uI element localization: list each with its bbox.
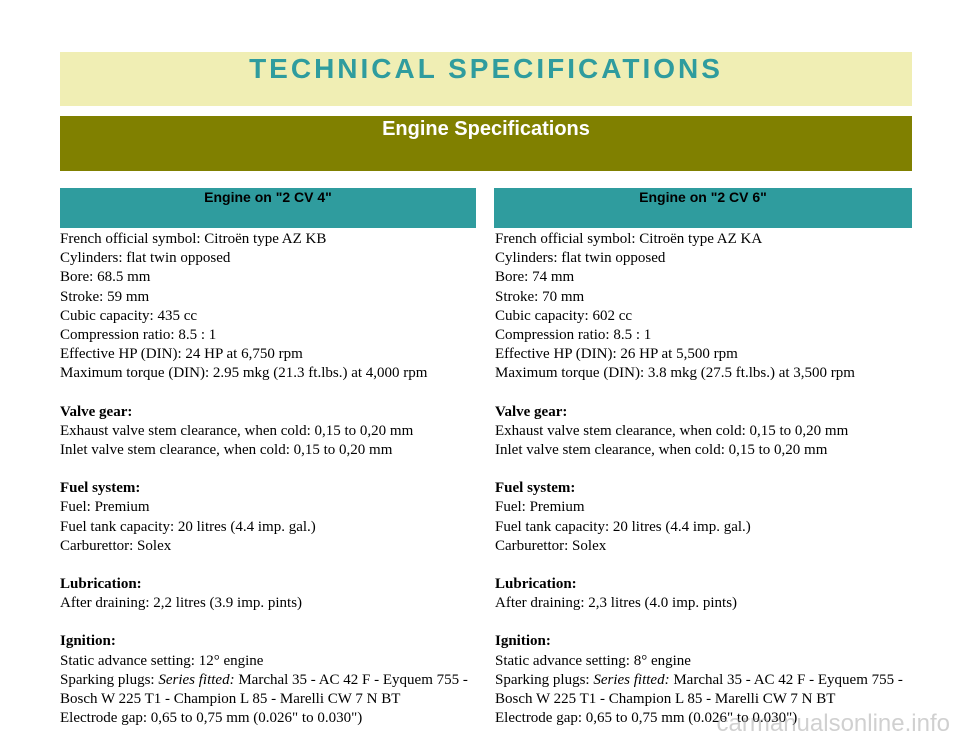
spec-line: Exhaust valve stem clearance, when cold: 0,15 to 0,20 mm [495,422,849,439]
spec-line: French official symbol: Citroën type AZ KB [60,231,327,247]
spec-line: Cubic capacity: 435 cc [60,307,198,324]
section-heading: Fuel system: [60,480,141,497]
lubrication-section [60,575,480,613]
sparking-plugs [60,671,480,709]
spec-line: Exhaust valve stem clearance, when cold: 0,15 to 0,20 mm [60,422,414,439]
ignition-section [60,632,480,728]
spec-line: Fuel: Premium [60,499,150,516]
spec-line: Bore: 74 mm [495,269,575,286]
sparking-plugs [495,671,915,709]
valve-gear-section [495,403,915,461]
page-title: TECHNICAL SPECIFICATIONS [60,52,912,106]
lubrication-section [495,575,915,613]
section-heading: Ignition: [495,633,551,650]
plugs-series-label: Series fitted: [593,671,670,688]
spec-line: Electrode gap: 0,65 to 0,75 mm (0.026" to 0.030") [495,710,798,727]
spec-line: Compression ratio: 8.5 : 1 [60,327,217,344]
spec-line: Carburettor: Solex [60,537,172,554]
spec-line: Static advance setting: 8° engine [495,652,691,669]
spec-line: French official symbol: Citroën type AZ KA [495,231,763,247]
spec-line: Cylinders: flat twin opposed [495,250,666,267]
section-heading: Ignition: [60,633,116,650]
spec-line: Static advance setting: 12° engine [60,652,264,669]
spec-line: Maximum torque (DIN): 2.95 mkg (21.3 ft.lbs.) at 4,000 rpm [60,365,428,382]
column-header-2cv6: Engine on "2 CV 6" [494,188,912,228]
fuel-system-section [495,479,915,556]
watermark: carmanualsonline.info [716,710,950,737]
section-heading: Lubrication: [495,576,577,593]
plugs-list: Marchal 35 - AC 42 F - Eyquem 755 - Bosch W 225 T1 - Champion L 85 - Marelli CW 7 N BT [60,671,468,708]
spec-column-2cv6 [495,230,915,728]
column-header-2cv4: Engine on "2 CV 4" [60,188,476,228]
spec-line: Compression ratio: 8.5 : 1 [495,327,652,344]
section-heading: Valve gear: [60,403,133,420]
section-heading: Fuel system: [495,480,576,497]
plugs-label: Sparking plugs: [60,671,159,688]
plugs-label: Sparking plugs: [495,671,594,688]
spec-line: Fuel: Premium [495,499,585,516]
spec-line: After draining: 2,2 litres (3.9 imp. pints) [60,595,303,612]
spec-line: Inlet valve stem clearance, when cold: 0,15 to 0,20 mm [495,442,828,459]
spec-line: Effective HP (DIN): 24 HP at 6,750 rpm [60,346,303,363]
spec-line: Fuel tank capacity: 20 litres (4.4 imp. gal.) [60,518,316,535]
fuel-system-section [60,479,480,556]
spec-line: Stroke: 59 mm [60,288,150,305]
plugs-list: Marchal 35 - AC 42 F - Eyquem 755 - Bosch W 225 T1 - Champion L 85 - Marelli CW 7 N BT [495,671,903,708]
general-specs [60,230,480,384]
spec-line: Inlet valve stem clearance, when cold: 0,15 to 0,20 mm [60,442,393,459]
plugs-series-label: Series fitted: [158,671,235,688]
general-specs [495,230,915,384]
spec-column-2cv4 [60,230,480,728]
spec-line: After draining: 2,3 litres (4.0 imp. pints) [495,595,738,612]
spec-line: Maximum torque (DIN): 3.8 mkg (27.5 ft.lbs.) at 3,500 rpm [495,365,855,382]
valve-gear-section [60,403,480,461]
section-title: Engine Specifications [60,116,912,171]
spec-line: Bore: 68.5 mm [60,269,151,286]
spec-line: Stroke: 70 mm [495,288,585,305]
spec-line: Cubic capacity: 602 cc [495,307,633,324]
spec-line: Effective HP (DIN): 26 HP at 5,500 rpm [495,346,738,363]
section-heading: Lubrication: [60,576,142,593]
spec-line: Cylinders: flat twin opposed [60,250,231,267]
spec-line: Carburettor: Solex [495,537,607,554]
spec-line: Fuel tank capacity: 20 litres (4.4 imp. gal.) [495,518,751,535]
spec-line: Electrode gap: 0,65 to 0,75 mm (0.026" to 0.030") [60,710,363,727]
section-heading: Valve gear: [495,403,568,420]
